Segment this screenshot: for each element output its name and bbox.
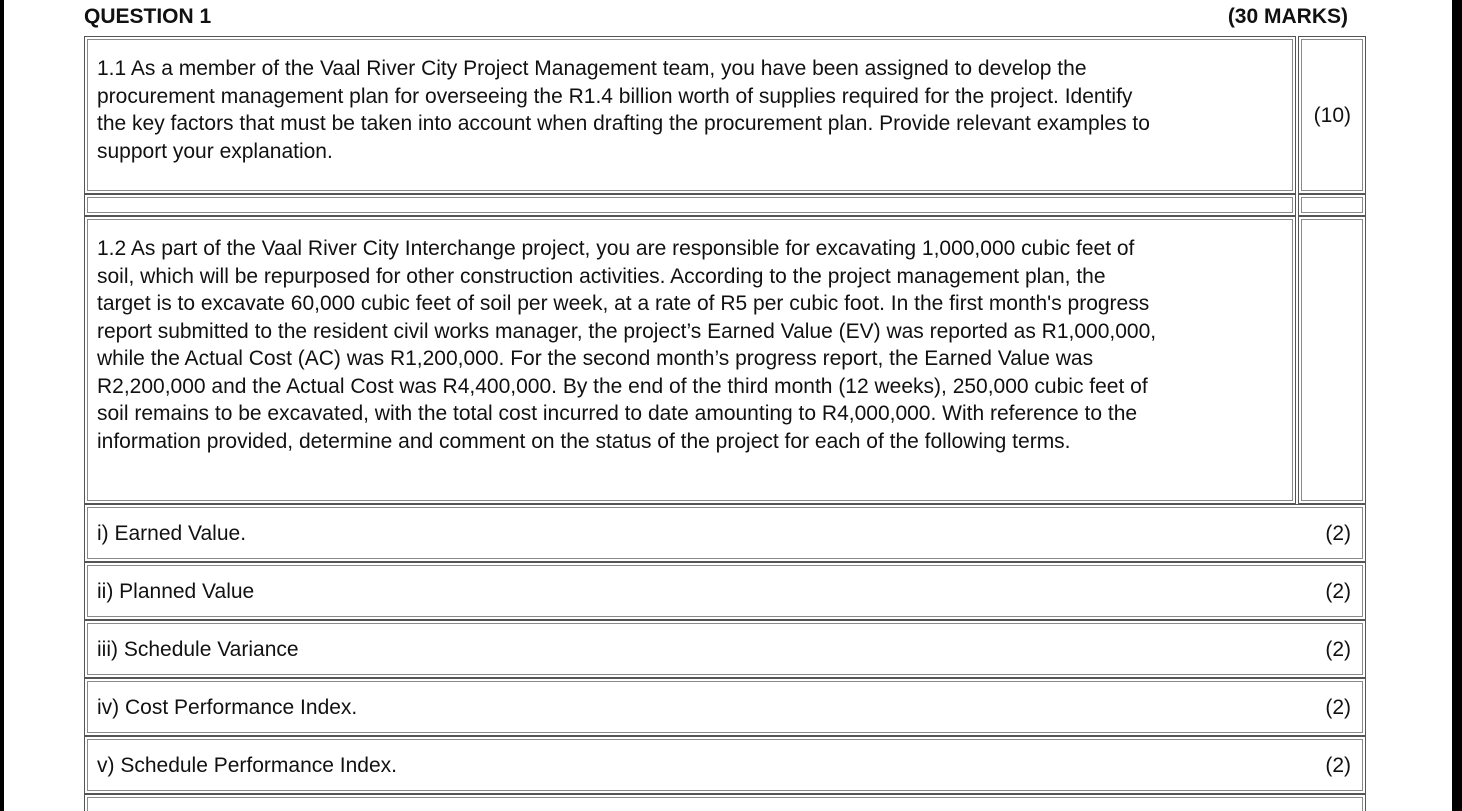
sub-item-label: iv) Cost Performance Index.	[97, 696, 358, 719]
sub-item-row	[84, 562, 1366, 620]
question-1-2-row	[84, 216, 1366, 504]
next-row-partial-cell	[84, 794, 1366, 811]
sub-item-cell	[84, 504, 1366, 562]
question-1-2-cell	[84, 216, 1296, 504]
sub-item-label: iii) Schedule Variance	[97, 638, 299, 661]
question-header	[84, 2, 1348, 32]
sub-item-label: i) Earned Value.	[97, 522, 247, 545]
question-1-1-marks-cell	[1298, 36, 1366, 194]
spacer-row	[84, 194, 1366, 216]
question-1-1-marks: (10)	[1313, 104, 1351, 127]
sub-item-cell	[84, 678, 1366, 736]
sub-item-row	[84, 678, 1366, 736]
sub-item-cell	[84, 562, 1366, 620]
sub-item-row	[84, 620, 1366, 678]
sub-item-marks: (2)	[1325, 580, 1351, 603]
sub-item-cell	[84, 736, 1366, 794]
sub-item-row	[84, 736, 1366, 794]
question-1-1-text: 1.1 As a member of the Vaal River City Project Management team, you have been assigned to develop the procurement management plan for overseeing the R1.4 billion worth of supplies required for the project. Identify the key factors that must be taken into account when drafting the procurement plan. Provide relevant examples to support your explanation.	[97, 57, 1150, 163]
question-1-2-marks-cell	[1298, 216, 1366, 504]
sub-item-cell	[84, 620, 1366, 678]
sub-item-row	[84, 504, 1366, 562]
question-1-1-row	[84, 36, 1366, 194]
question-total-marks: (30 MARKS)	[1227, 5, 1348, 28]
sub-item-marks: (2)	[1325, 522, 1351, 545]
next-row-partial	[84, 794, 1366, 811]
sub-item-marks: (2)	[1325, 754, 1351, 777]
left-page-edge	[0, 0, 4, 811]
sub-item-marks: (2)	[1325, 638, 1351, 661]
right-page-edge	[1452, 0, 1462, 811]
spacer-marks-cell	[1298, 194, 1366, 216]
question-1-2-text: 1.2 As part of the Vaal River City Interchange project, you are responsible for excavating 1,000,000 cubic feet of soil, which will be repurposed for other construction activities. According to the project management plan, the target is to excavate 60,000 cubic feet of soil per week, at a rate of R5 per cubic foot. In the first month's progress report submitted to the resident civil works manager, the project’s Earned Value (EV) was reported as R1,000,000, while the Actual Cost (AC) was R1,200,000. For the second month’s progress report, the Earned Value was R2,200,000 and the Actual Cost was R4,400,000. By the end of the third month (12 weeks), 250,000 cubic feet of soil remains to be excavated, with the total cost incurred to date amounting to R4,000,000. With reference to the information provided, determine and comment on the status of the project for each of the following terms.	[97, 237, 1157, 453]
sub-item-label: v) Schedule Performance Index.	[97, 754, 397, 777]
sub-item-label: ii) Planned Value	[97, 580, 255, 603]
spacer-cell	[84, 194, 1296, 216]
question-title: QUESTION 1	[84, 5, 212, 28]
sub-item-marks: (2)	[1325, 696, 1351, 719]
question-1-1-cell	[84, 36, 1296, 194]
